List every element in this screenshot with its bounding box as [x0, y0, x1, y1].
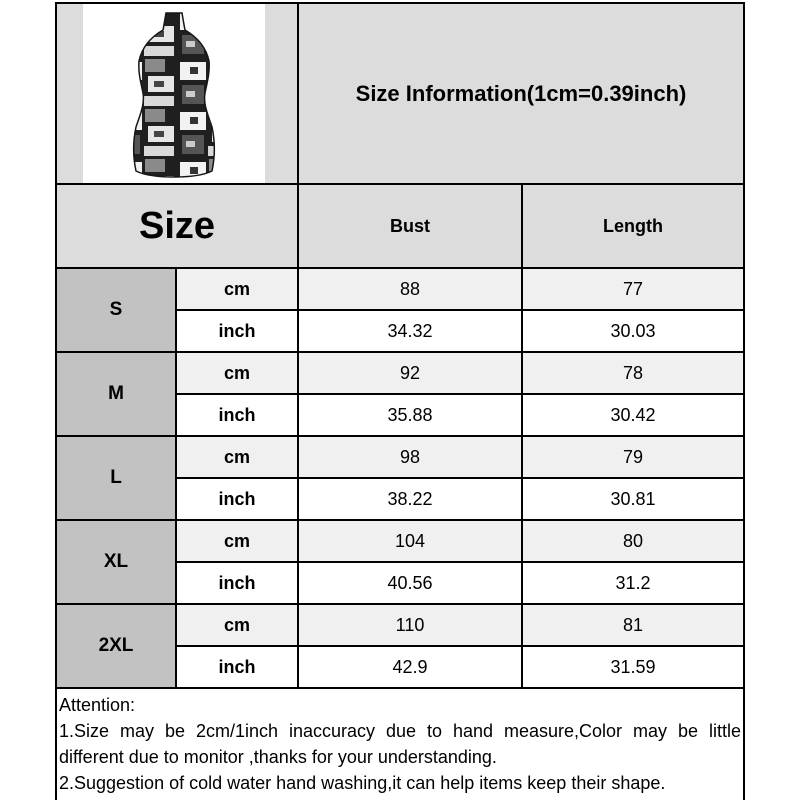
- unit-cell-cm: cm: [177, 521, 297, 561]
- value-xl-bust-inch: 40.56: [299, 563, 521, 603]
- unit-cell-cm: cm: [177, 353, 297, 393]
- value-l-bust-cm: 98: [299, 437, 521, 477]
- value-l-length-cm: 79: [523, 437, 743, 477]
- size-label-m: M: [57, 353, 175, 435]
- attention-note-1-cont: different due to monitor ,thanks for your understanding.: [59, 747, 497, 767]
- unit-cell-cm: cm: [177, 437, 297, 477]
- size-chart-table: [55, 2, 745, 800]
- value-s-length-cm: 77: [523, 269, 743, 309]
- value-xl-length-cm: 80: [523, 521, 743, 561]
- unit-cell-inch: inch: [177, 647, 297, 687]
- attention-heading: Attention:: [59, 695, 136, 715]
- attention-section: [57, 689, 743, 800]
- value-2xl-length-inch: 31.59: [523, 647, 743, 687]
- size-label-s: S: [57, 269, 175, 351]
- value-xl-bust-cm: 104: [299, 521, 521, 561]
- value-2xl-bust-inch: 42.9: [299, 647, 521, 687]
- value-2xl-bust-cm: 110: [299, 605, 521, 645]
- length-header-label: Length: [603, 215, 663, 236]
- value-xl-length-inch: 31.2: [523, 563, 743, 603]
- dress-photo-icon: [113, 9, 235, 179]
- page-title: Size Information(1cm=0.39inch): [355, 80, 687, 106]
- product-photo: [83, 4, 265, 183]
- size-label-l: L: [57, 437, 175, 519]
- unit-cell-inch: inch: [177, 479, 297, 519]
- value-m-length-inch: 30.42: [523, 395, 743, 435]
- value-m-bust-inch: 35.88: [299, 395, 521, 435]
- unit-cell-cm: cm: [177, 269, 297, 309]
- attention-note-1: 1.Size may be 2cm/1inch inaccuracy due to hand measure,Color may be little: [59, 721, 741, 741]
- unit-cell-cm: cm: [177, 605, 297, 645]
- value-m-length-cm: 78: [523, 353, 743, 393]
- value-m-bust-cm: 92: [299, 353, 521, 393]
- unit-cell-inch: inch: [177, 395, 297, 435]
- attention-note-2: 2.Suggestion of cold water hand washing,it can help items keep their shape.: [59, 773, 666, 793]
- value-s-bust-inch: 34.32: [299, 311, 521, 351]
- size-header-cell: [57, 185, 297, 267]
- title-cell: [299, 4, 743, 183]
- value-l-bust-inch: 38.22: [299, 479, 521, 519]
- unit-cell-inch: inch: [177, 311, 297, 351]
- bust-header-cell: [299, 185, 521, 267]
- dress-silhouette: [134, 13, 215, 177]
- value-l-length-inch: 30.81: [523, 479, 743, 519]
- value-s-length-inch: 30.03: [523, 311, 743, 351]
- size-label-xl: XL: [57, 521, 175, 603]
- unit-cell-inch: inch: [177, 563, 297, 603]
- bust-header-label: Bust: [390, 215, 430, 236]
- value-2xl-length-cm: 81: [523, 605, 743, 645]
- product-image-cell: [57, 4, 297, 183]
- size-header-label: Size: [138, 204, 216, 247]
- size-label-2xl: 2XL: [57, 605, 175, 687]
- length-header-cell: [523, 185, 743, 267]
- value-s-bust-cm: 88: [299, 269, 521, 309]
